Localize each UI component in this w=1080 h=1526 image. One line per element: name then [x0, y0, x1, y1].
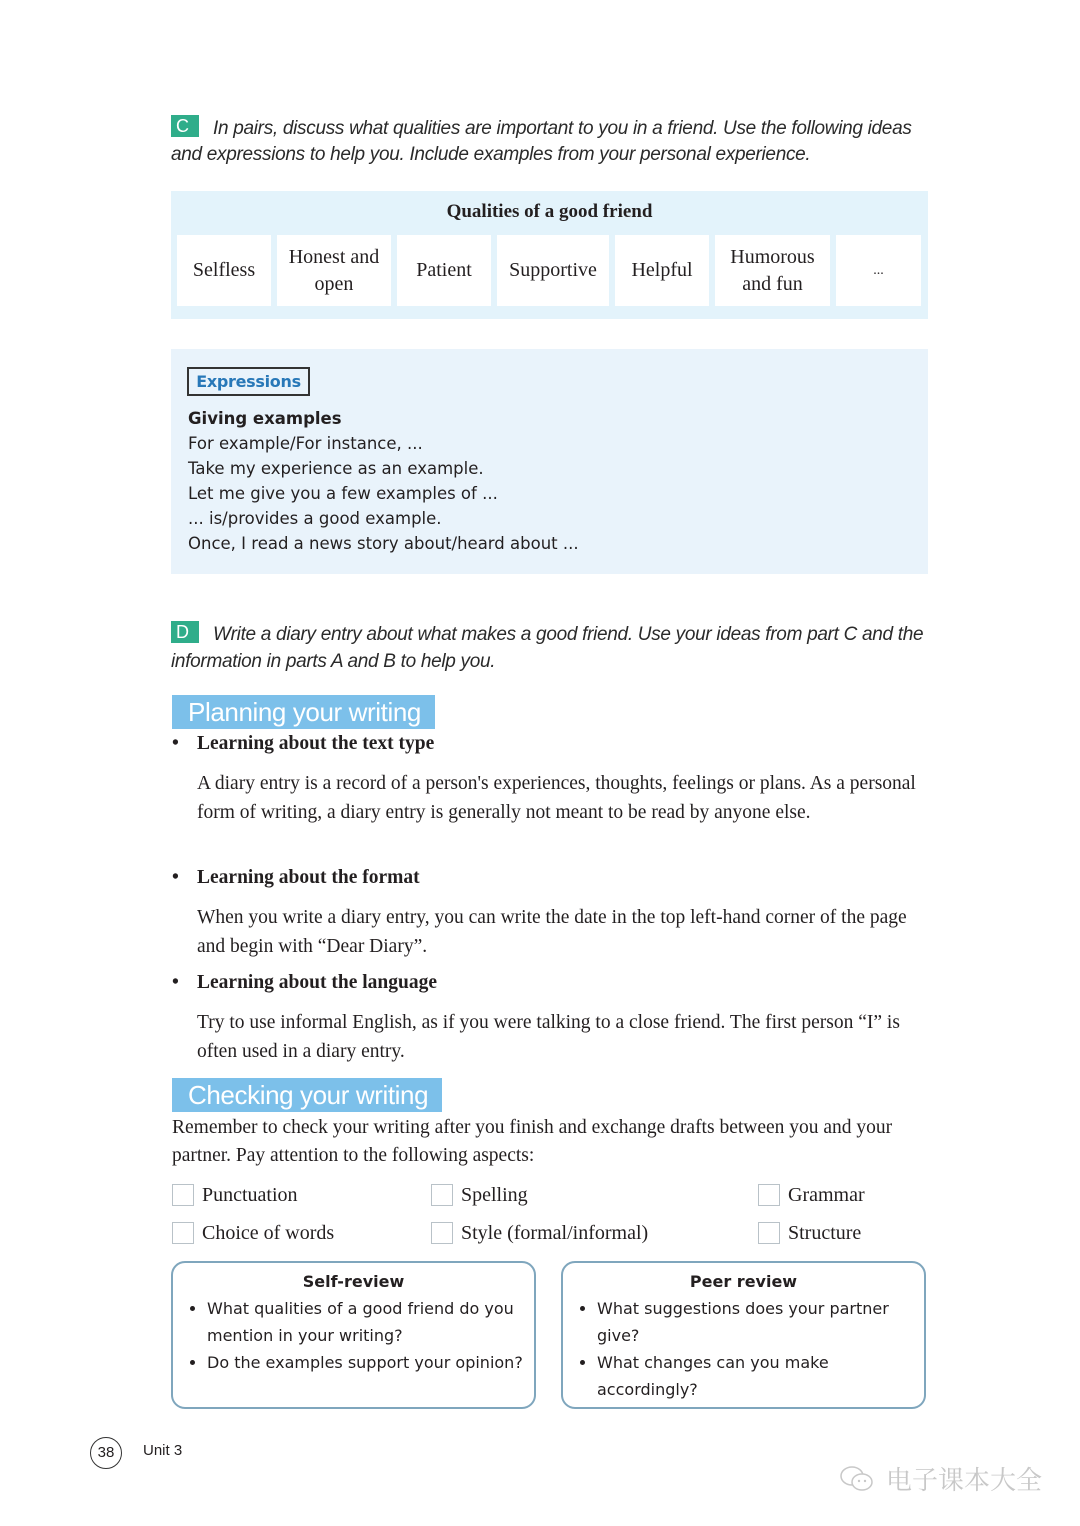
expressions-tag: Expressions — [187, 367, 310, 396]
planning-language-body: Try to use informal English, as if you were talking to a close friend. The first person “I” is often used in a diary entry. — [197, 1012, 900, 1062]
self-review-question: • What qualities of a good friend do you mention in your writing? — [207, 1295, 534, 1349]
self-review-list — [173, 1295, 534, 1376]
self-review-title: Self-review — [302, 1272, 405, 1291]
expression-line: For example/For instance, ... — [188, 434, 423, 453]
unit-label: Unit 3 — [143, 1442, 183, 1459]
task-d-text: Write a diary entry about what makes a good friend. Use your ideas from part C and the information in parts A and B to help you. — [171, 624, 924, 672]
checkbox[interactable] — [172, 1184, 194, 1206]
expression-line: ... is/provides a good example. — [188, 509, 442, 528]
checkbox-label: Punctuation — [202, 1184, 298, 1206]
expressions-list — [188, 406, 579, 556]
quality-cell: Helpful — [615, 235, 709, 306]
checklist-choice-of-words[interactable] — [172, 1220, 334, 1246]
planning-text-type-body: A diary entry is a record of a person's experiences, thoughts, feelings or plans. As a personal form of writing, a diary entry is generally not meant to be read by anyone else. — [197, 773, 916, 823]
checklist-structure[interactable] — [758, 1220, 861, 1246]
checkbox[interactable] — [431, 1184, 453, 1206]
checking-intro: Remember to check your writing after you finish and exchange drafts between you and your partner. Pay attention to the following aspects: — [172, 1117, 893, 1166]
planning-heading-language — [172, 972, 437, 994]
quality-cell: Patient — [397, 235, 491, 306]
peer-review-title: Peer review — [689, 1272, 798, 1291]
bullet-icon: • — [172, 867, 179, 888]
quality-cell-ellipsis: ... — [836, 235, 921, 306]
heading-label: Learning about the text type — [197, 733, 435, 754]
planning-heading-text-type — [172, 733, 434, 755]
quality-cell: Supportive — [497, 235, 609, 306]
wechat-icon — [838, 1464, 876, 1494]
task-d-badge: D — [171, 621, 199, 643]
quality-cell: Selfless — [177, 235, 271, 306]
heading-label: Learning about the language — [197, 972, 437, 993]
page-number: 38 — [90, 1437, 122, 1469]
expressions-heading: Giving examples — [188, 409, 342, 428]
bullet-icon: • — [172, 972, 179, 993]
checklist-style[interactable] — [431, 1220, 648, 1246]
expressions-box — [171, 349, 928, 574]
planning-banner: Planning your writing — [172, 695, 435, 729]
peer-review-list — [563, 1295, 924, 1403]
planning-format-body: When you write a diary entry, you can write the date in the top left-hand corner of the page and begin with “Dear Diary”. — [197, 907, 907, 957]
checkbox[interactable] — [758, 1222, 780, 1244]
peer-review-question: • What suggestions does your partner give? — [597, 1295, 924, 1349]
qualities-title: Qualities of a good friend — [446, 201, 653, 222]
self-review-question: • Do the examples support your opinion? — [207, 1349, 534, 1376]
checklist-punctuation[interactable] — [172, 1182, 298, 1208]
checkbox-label: Choice of words — [202, 1222, 335, 1244]
task-c-text: In pairs, discuss what qualities are important to you in a friend. Use the following ideas and expressions to help you. Include examples from your personal experience. — [171, 118, 912, 165]
checkbox[interactable] — [172, 1222, 194, 1244]
planning-heading-format — [172, 867, 420, 889]
checkbox[interactable] — [758, 1184, 780, 1206]
expression-line: Take my experience as an example. — [188, 459, 484, 478]
checkbox-label: Spelling — [461, 1184, 528, 1206]
qualities-table — [171, 191, 928, 319]
checklist-spelling[interactable] — [431, 1182, 528, 1208]
watermark — [838, 1460, 1042, 1497]
heading-label: Learning about the format — [197, 867, 420, 888]
checkbox-label: Structure — [788, 1222, 862, 1244]
quality-cell: Humorous and fun — [715, 235, 830, 306]
checkbox[interactable] — [431, 1222, 453, 1244]
watermark-text: 电子课本大全 — [886, 1466, 1043, 1496]
checklist-grammar[interactable] — [758, 1182, 865, 1208]
quality-cell: Honest and open — [277, 235, 391, 306]
task-c-instruction — [171, 115, 931, 168]
self-review-box — [171, 1261, 536, 1409]
bullet-icon: • — [172, 733, 179, 754]
expression-line: Once, I read a news story about/heard about ... — [188, 534, 579, 553]
checkbox-label: Style (formal/informal) — [461, 1222, 649, 1244]
task-d-instruction — [171, 621, 931, 675]
task-c-badge: C — [171, 115, 199, 137]
checkbox-label: Grammar — [788, 1184, 865, 1206]
expression-line: Let me give you a few examples of ... — [188, 484, 498, 503]
checking-banner: Checking your writing — [172, 1078, 442, 1112]
peer-review-box — [561, 1261, 926, 1409]
peer-review-question: • What changes can you make accordingly? — [597, 1349, 924, 1403]
